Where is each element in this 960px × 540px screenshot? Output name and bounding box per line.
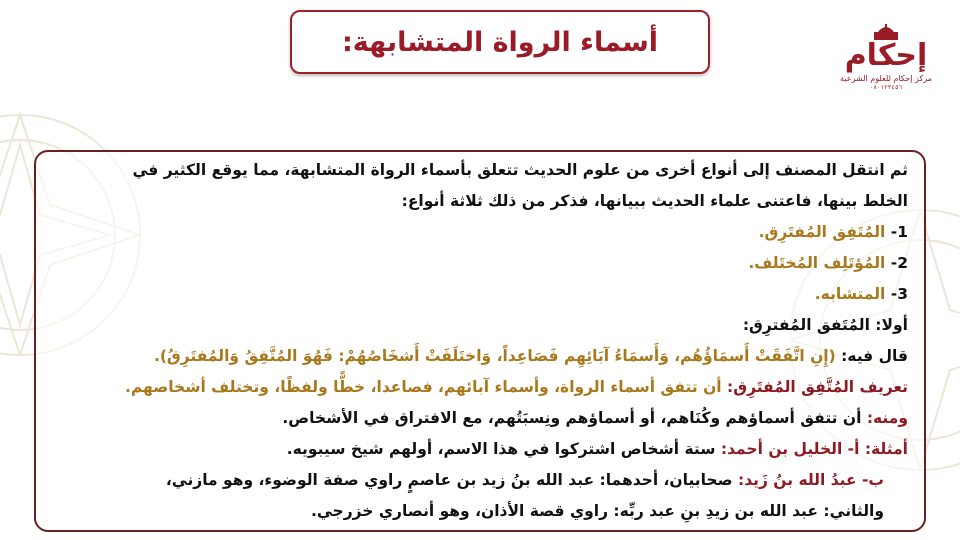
type-item-3 xyxy=(815,283,908,307)
page-title: أسماء الرواة المتشابهة: xyxy=(341,26,659,58)
type-number: 3- xyxy=(890,285,908,303)
example-b-second-label: والثاني: xyxy=(823,502,884,520)
type-number: 2- xyxy=(890,254,908,272)
quote-label: قال فيه: xyxy=(841,347,908,365)
type-label: المُتَفِق المُفتَرِق. xyxy=(758,223,886,241)
logo xyxy=(840,24,932,94)
example-intro-label: ومنه: xyxy=(866,409,908,427)
definition-text: أن تتفق أسماء الرواة، وأسماء آبائهم، فصاعدا، خطًّا ولفظًا، وتختلف أشخاصهم. xyxy=(124,378,722,396)
type-number: 1- xyxy=(890,223,908,241)
type-label: المُؤتَلِف المُختَلف. xyxy=(748,254,886,272)
quote-line xyxy=(154,345,908,369)
example-b-text: صحابيان، أحدهما: عبد الله بنُ زيد بن عاصمٍ راوي صفة الوضوء، وهو مازني، xyxy=(165,471,733,489)
logo-name: إحكام xyxy=(844,38,928,73)
type-label: المتشابه. xyxy=(814,285,886,303)
example-intro-text: أن تتفق أسماؤهم وكُنَاهم، أو أسماؤهم ونِسبَتُهم، مع الافتراق في الأشخاص. xyxy=(282,409,862,427)
intro-line-2: الخلط بينها، فاعتنى علماء الحديث ببيانها، فذكر من ذلك ثلاثة أنواع: xyxy=(401,192,908,210)
logo-subtitle: مركز إحكام للعلوم الشرعية xyxy=(840,74,932,83)
example-a-text: ستة أشخاص اشتركوا في هذا الاسم، أولهم شيخ سيبويه. xyxy=(286,440,716,458)
example-b-line xyxy=(166,469,884,493)
title-box xyxy=(290,10,710,74)
examples-label: أمثلة: xyxy=(864,440,908,458)
type-item-1 xyxy=(759,221,908,245)
example-a-line xyxy=(287,438,908,462)
example-a-label: أ- الخليل بن أحمد: xyxy=(720,440,860,458)
section-heading: أولا: المُتَفق المُفترِق: xyxy=(742,316,908,334)
definition-line xyxy=(125,376,908,400)
example-b-second-line xyxy=(311,500,884,524)
quote-text: (إِنِ اتَّفَقَتْ أَسمَاؤُهُم، وَأَسمَاءُ آبَائِهِم فَصَاعِداً، وَاختَلَفَتْ أَشخَاصُهُمْ: فَهُوَ المُتَّفِقُ وَالمُفتَرِقُ). xyxy=(153,347,836,365)
type-item-2 xyxy=(748,252,908,276)
example-intro-line xyxy=(282,407,908,431)
intro-line-1: ثم انتقل المصنف إلى أنواع أخرى من علوم الحديث تتعلق بأسماء الرواة المتشابهة، مما يوقع الكثير في xyxy=(132,161,908,179)
example-b-second-text: عبد الله بن زيدِ بنِ عبد ربِّه: راوي قصة الأذان، وهو أنصاري خزرجي. xyxy=(310,502,818,520)
example-b-label: ب- عبدُ الله بنُ زَيد: xyxy=(738,471,884,489)
definition-label: تعريف المُتَّفِق المُفتَرِق: xyxy=(727,378,908,396)
logo-contact: ٠٨٠١٢٣٤٥٦ xyxy=(869,84,903,91)
